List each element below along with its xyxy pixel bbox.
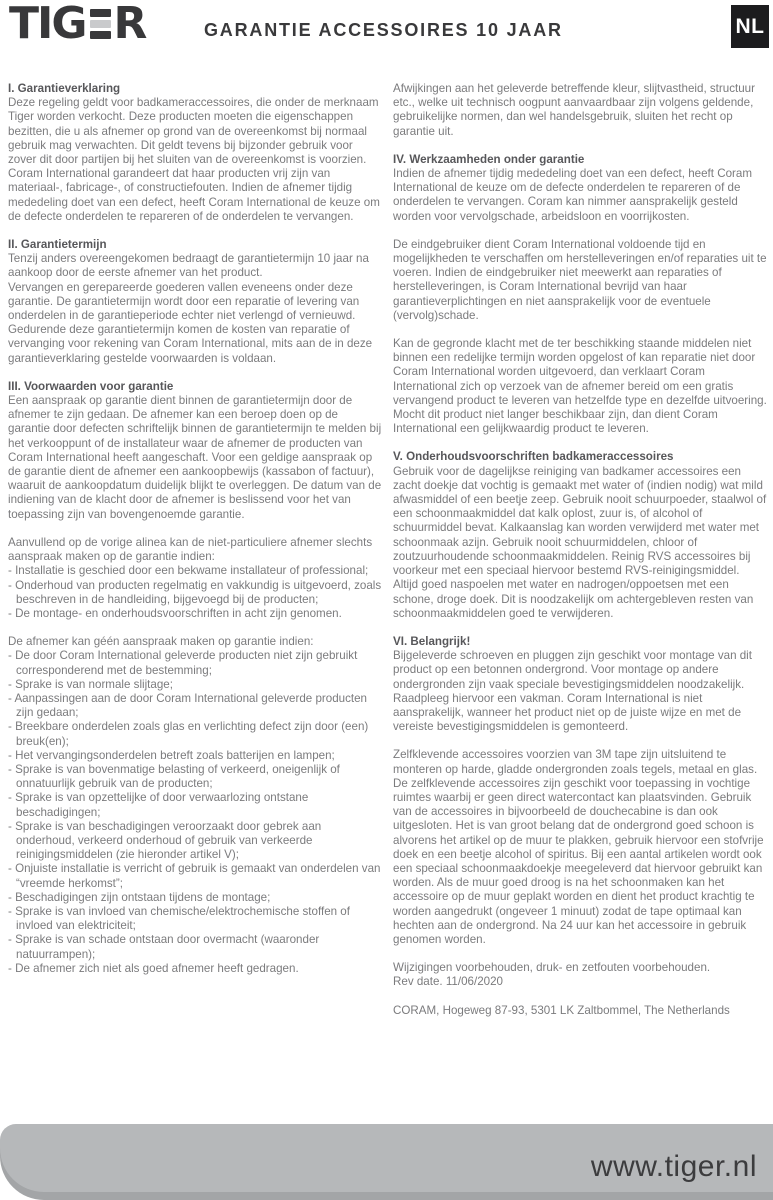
list-item: - Sprake is van beschadigingen veroorzaakt door gebrek aan onderhoud, verkeerd onderhoud of gebruik van verkeerde reinigingsmiddelen (zie hieronder artikel V); [8, 819, 322, 862]
list-item: - Onjuiste installatie is verricht of gebruik is gemaakt van onderdelen van “vreemde herkomst”; [8, 862, 381, 890]
logo-bar [90, 9, 111, 17]
section [393, 961, 767, 989]
footer [0, 1124, 773, 1200]
section [393, 748, 767, 947]
list-item: - Sprake is van bovenmatige belasting of verkeerd, oneigenlijk of onnatuurlijk gebruik van de producten; [8, 762, 340, 791]
section [8, 82, 382, 224]
logo-letter: I [37, 0, 52, 49]
paragraph: Zelfklevende accessoires voorzien van 3M tape zijn uitsluitend te monteren op harde, gladde ondergronden zoals tegels, metaal en glas. De zelfklevende accessoires zijn geschikt voor toepassing in vochtige ruimtes waarbij er geen direct watercontact kan plaatsvinden. Gebruik van de accessoires in bijvoorbeeld de douchecabine is dan ook uitgesloten. Het is van groot belang dat de ondergrond goed schoon is alvorens het artikel op de muur te plakken, gebruik hiervoor een stofvrije doek en een beetje alcohol of spiritus. Bij een aantal artikelen wordt ook een speciaal schoonmaakdoekje meegeleverd dat hiervoor gebruikt kan worden. Als de muur goed droog is na het schoonmaken kan het accessoire op de muur geplakt worden en dient het product krachtig te worden aangedrukt (ongeveer 1 minuut) zodat de tape optimaal kan hechten aan de ondergrond. Na 24 uur kan het accessoire in gebruik genomen worden. [393, 748, 764, 946]
paragraph: Gedurende deze garantietermijn komen de kosten van reparatie of vervanging voor rekening van Coram International, mits aan de in deze garantieverklaring gestelde voorwaarden is voldaan. [8, 323, 373, 365]
section [8, 238, 382, 366]
section-heading: VI. Belangrijk! [393, 634, 471, 648]
section [393, 635, 767, 734]
paragraph: Rev date. 11/06/2020 [393, 975, 504, 989]
section-heading: IV. Werkzaamheden onder garantie [393, 152, 585, 166]
list-item: - Sprake is van normale slijtage; [8, 677, 173, 691]
logo-letter: R [113, 0, 146, 49]
logo-letter: G [51, 0, 86, 49]
language-badge: NL [731, 5, 769, 48]
paragraph: Vervangen en gerepareerde goederen vallen eveneens onder deze garantie. De garantietermijn wordt door een reparatie of levering van onderdelen in de garantieperiode echter niet verlengd of vernieuwd. [8, 280, 360, 323]
list-item: - Beschadigingen zijn ontstaan tijdens de montage; [8, 890, 271, 904]
paragraph: Tenzij anders overeengekomen bedraagt de garantietermijn 10 jaar na aankoop door de eerste afnemer van het product. [8, 252, 369, 280]
section-heading: I. Garantieverklaring [8, 82, 121, 95]
section [393, 1004, 767, 1018]
section [393, 238, 767, 323]
logo-bar [90, 31, 111, 39]
paragraph: Indien de afnemer tijdig mededeling doet van een defect, heeft Coram International de keuze om de defecte onderdelen te repareren of de onderdelen te vervangen. Coram kan nimmer aansprakelijk gesteld worden voor vervolgschade, arbeidsloon en voorrijkosten. [393, 167, 752, 223]
section [393, 337, 767, 436]
paragraph: Wijzigingen voorbehouden, druk- en zetfouten voorbehouden. [393, 961, 711, 975]
section-heading: II. Garantietermijn [8, 238, 107, 252]
right-column [393, 82, 767, 1032]
logo-letter: T [9, 0, 38, 49]
section-heading: V. Onderhoudsvoorschriften badkameraccessoires [393, 450, 674, 464]
section [393, 450, 767, 620]
document-title: GARANTIE ACCESSOIRES 10 JAAR [204, 20, 563, 40]
list-item: - Installatie is geschied door een bekwame installateur of professional; [8, 564, 369, 578]
section [8, 380, 382, 522]
website-link[interactable]: www.tiger.nl [590, 1150, 757, 1183]
list-item: - De door Coram International geleverde producten niet zijn gebruikt corresponderend met de bestemming; [8, 649, 358, 677]
paragraph: Gebruik voor de dagelijkse reiniging van badkamer accessoires een zacht doekje dat vochtig is gemaakt met water of (indien nodig) wat mild afwasmiddel of een beetje zeep. Gebruik nooit schuurpoeder, staalwol of een schoonmaakmiddel dat kalk oplost, zuur is, of alcohol of schuurmiddel bevat. Kalkaanslag kan worden verwijderd met water met schoonmaak azijn. Gebruik nooit schuurmiddelen, chloor of zoutzuurhoudende schoonmaakmiddelen. Reinig RVS accessoires bij voorkeur met een speciaal hiervoor bestemd RVS-reinigingsmiddel. Altijd goed naspoelen met water en nadrogen/oppoetsen met een schone, droge doek. Dit is noodzakelijk om achtergebleven resten van schoonmaakmiddelen goed te verwijderen. [393, 464, 767, 620]
list-item: - Breekbare onderdelen zoals glas en verlichting defect zijn door (een) breuk(en); [8, 720, 369, 748]
paragraph: Kan de gegronde klacht met de ter beschikking staande middelen niet binnen een redelijke termijn worden opgelost of kan reparatie niet door Coram International worden uitgevoerd, dan verklaart Coram International zich op verzoek van de afnemer bereid om een gratis vervangend product te leveren van hetzelfde type en dezelfde uitvoering. Mocht dit product niet langer beschikbaar zijn, dan dient Coram International een gelijkwaardig product te leveren. [393, 337, 767, 436]
paragraph: Aanvullend op de vorige alinea kan de niet-particuliere afnemer slechts aanspraak maken op de garantie indien: [8, 535, 373, 564]
list-item: - Sprake is van schade ontstaan door overmacht (waaronder natuurrampen); [8, 933, 320, 961]
footer-bar [0, 1124, 773, 1192]
logo-letter-e-bars [90, 9, 111, 39]
list-item: - Het vervangingsonderdelen betreft zoals batterijen en lampen; [8, 748, 335, 762]
list-item: - Sprake is van invloed van chemische/elektrochemische stoffen of invloed van elektriciteit; [8, 904, 350, 933]
logo-bar [90, 20, 111, 28]
section [393, 82, 767, 139]
section [8, 536, 382, 621]
tiger-logo [9, 0, 146, 49]
section-heading: III. Voorwaarden voor garantie [8, 379, 174, 393]
section [8, 635, 382, 976]
list-item: - Sprake is van opzettelijke of door verwaarlozing ontstane beschadigingen; [8, 791, 309, 819]
paragraph: Een aanspraak op garantie dient binnen de garantietermijn door de afnemer te zijn gedaan. De afnemer kan een beroep doen op de garantie door defecten schriftelijk binnen de garantietermijn te melden bij het verkooppunt of de installateur waar de afnemer de producten van Coram International heeft aangeschaft. Voor een geldige aanspraak op de garantie dient de afnemer een aankoopbewijs (kassabon of factuur), waaruit de aankoopdatum duidelijk blijkt te overleggen. De datum van de indiening van de klacht door de afnemer is beslissend voor het van toepassing zijn van bovengenoemde garantie. [8, 394, 382, 521]
paragraph: De eindgebruiker dient Coram International voldoende tijd en mogelijkheden te verschaffen om herstelleveringen en/of reparaties uit te voeren. Indien de eindgebruiker niet meewerkt aan reparaties of herstelleveringen, is Coram International bevrijd van haar garantieverplichtingen en niet aansprakelijk voor de eventuele (vervolg)schade. [393, 237, 767, 322]
list-item: - Onderhoud van producten regelmatig en vakkundig is uitgevoerd, zoals beschreven in de handleiding, bijgevoegd bij de producten; [8, 578, 382, 606]
paragraph: De afnemer kan géén aanspraak maken op garantie indien: [8, 635, 314, 649]
list-item: - Aanpassingen aan de door Coram International geleverde producten zijn gedaan; [8, 691, 368, 720]
paragraph: Bijgeleverde schroeven en pluggen zijn geschikt voor montage van dit product op een betonnen ondergrond. Voor montage op andere ondergronden zijn vaak speciale bevestigingsmiddelen noodzakelijk. Raadpleeg hiervoor een vakman. Coram International is niet aansprakelijk, wanneer het product niet op de juiste wijze en met de vereiste bevestigingsmiddelen is gemonteerd. [393, 649, 752, 734]
list-item: - De afnemer zich niet als goed afnemer heeft gedragen. [8, 961, 299, 975]
paragraph: Afwijkingen aan het geleverde betreffende kleur, slijtvastheid, structuur etc., welke uit technisch oogpunt aanvaardbaar zijn volgens geldende, gebruikelijke normen, dan wel handelsgebruik, sluiten het recht op garantie uit. [393, 82, 755, 138]
list-item: - De montage- en onderhoudsvoorschriften in acht zijn genomen. [8, 606, 342, 620]
paragraph: CORAM, Hogeweg 87-93, 5301 LK Zaltbommel, The Netherlands [393, 1003, 730, 1017]
paragraph: Deze regeling geldt voor badkameraccessoires, die onder de merknaam Tiger worden verkocht. Deze producten moeten die eigenschappen bezitten, die u als afnemer op grond van de overeenkomst bij normaal gebruik mag verwachten. Dit geldt tevens bij bijzonder gebruik voor zover dit door partijen bij het sluiten van de overeenkomst is voorzien. Coram International garandeert dat haar producten vrij zijn van materiaal-, fabricage-, of constructiefouten. Indien de afnemer tijdig mededeling doet van een defect, heeft Coram International de keuze om de defecte onderdelen te repareren of de onderdelen te vervangen. [8, 96, 380, 223]
section [393, 153, 767, 224]
left-column [8, 82, 382, 990]
